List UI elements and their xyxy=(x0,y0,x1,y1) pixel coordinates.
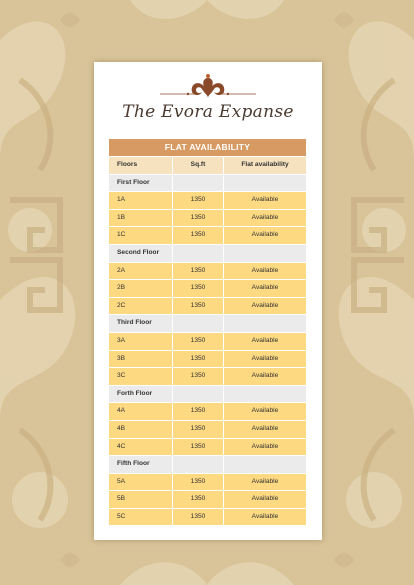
floor-name: Fifth Floor xyxy=(109,456,172,473)
unit-number: 3B xyxy=(109,351,172,368)
floor-availability-empty xyxy=(223,456,306,473)
floor-sqft-empty xyxy=(172,315,223,332)
unit-sqft: 1350 xyxy=(172,351,223,368)
unit-sqft: 1350 xyxy=(172,263,223,280)
table-title: FLAT AVAILABILITY xyxy=(109,139,306,156)
unit-availability: Available xyxy=(223,227,306,244)
floor-row xyxy=(109,385,306,403)
unit-availability: Available xyxy=(223,333,306,350)
project-title: The Evora Expanse xyxy=(122,102,294,122)
unit-sqft: 1350 xyxy=(172,333,223,350)
table-row xyxy=(109,209,306,227)
table-row xyxy=(109,508,306,526)
unit-number: 1C xyxy=(109,227,172,244)
unit-availability: Available xyxy=(223,192,306,209)
unit-number: 4B xyxy=(109,421,172,438)
floor-availability-empty xyxy=(223,175,306,192)
unit-sqft: 1350 xyxy=(172,368,223,385)
table-row xyxy=(109,297,306,315)
table-row xyxy=(109,490,306,508)
unit-sqft: 1350 xyxy=(172,192,223,209)
unit-availability: Available xyxy=(223,368,306,385)
floor-name: First Floor xyxy=(109,175,172,192)
unit-availability: Available xyxy=(223,403,306,420)
unit-sqft: 1350 xyxy=(172,298,223,315)
unit-number: 4C xyxy=(109,439,172,456)
ornamental-scroll-icon xyxy=(158,72,258,102)
table-row xyxy=(109,367,306,385)
floor-availability-empty xyxy=(223,315,306,332)
unit-availability: Available xyxy=(223,509,306,526)
unit-number: 5B xyxy=(109,491,172,508)
unit-sqft: 1350 xyxy=(172,439,223,456)
project-logo xyxy=(94,72,322,132)
floor-name: Third Floor xyxy=(109,315,172,332)
unit-number: 2B xyxy=(109,280,172,297)
unit-sqft: 1350 xyxy=(172,421,223,438)
floor-availability-empty xyxy=(223,245,306,262)
table-row xyxy=(109,279,306,297)
table-row xyxy=(109,402,306,420)
unit-number: 2C xyxy=(109,298,172,315)
table-row xyxy=(109,438,306,456)
unit-number: 5A xyxy=(109,474,172,491)
table-row xyxy=(109,350,306,368)
floor-sqft-empty xyxy=(172,245,223,262)
unit-number: 1A xyxy=(109,192,172,209)
floor-sqft-empty xyxy=(172,175,223,192)
unit-availability: Available xyxy=(223,351,306,368)
unit-sqft: 1350 xyxy=(172,474,223,491)
unit-number: 5C xyxy=(109,509,172,526)
floor-row xyxy=(109,314,306,332)
unit-sqft: 1350 xyxy=(172,210,223,227)
unit-sqft: 1350 xyxy=(172,509,223,526)
unit-availability: Available xyxy=(223,263,306,280)
unit-sqft: 1350 xyxy=(172,403,223,420)
unit-availability: Available xyxy=(223,474,306,491)
floor-sqft-empty xyxy=(172,386,223,403)
unit-availability: Available xyxy=(223,210,306,227)
unit-number: 3C xyxy=(109,368,172,385)
floor-row xyxy=(109,455,306,473)
table-header-row xyxy=(109,156,306,174)
table-row xyxy=(109,262,306,280)
unit-number: 2A xyxy=(109,263,172,280)
floor-row xyxy=(109,244,306,262)
floor-name: Second Floor xyxy=(109,245,172,262)
unit-number: 3A xyxy=(109,333,172,350)
floor-row xyxy=(109,174,306,192)
unit-number: 4A xyxy=(109,403,172,420)
unit-sqft: 1350 xyxy=(172,280,223,297)
unit-availability: Available xyxy=(223,439,306,456)
unit-availability: Available xyxy=(223,298,306,315)
floor-availability-empty xyxy=(223,386,306,403)
availability-table xyxy=(109,139,306,525)
unit-sqft: 1350 xyxy=(172,227,223,244)
header-sqft: Sq.ft xyxy=(172,157,223,174)
unit-sqft: 1350 xyxy=(172,491,223,508)
header-availability: Flat availability xyxy=(223,157,306,174)
header-floors: Floors xyxy=(109,157,172,174)
unit-availability: Available xyxy=(223,280,306,297)
flat-availability-card xyxy=(94,62,322,540)
table-body xyxy=(109,174,306,526)
table-row xyxy=(109,226,306,244)
table-row xyxy=(109,420,306,438)
unit-availability: Available xyxy=(223,491,306,508)
table-row xyxy=(109,473,306,491)
table-row xyxy=(109,191,306,209)
table-row xyxy=(109,332,306,350)
unit-number: 1B xyxy=(109,210,172,227)
unit-availability: Available xyxy=(223,421,306,438)
floor-sqft-empty xyxy=(172,456,223,473)
floor-name: Forth Floor xyxy=(109,386,172,403)
